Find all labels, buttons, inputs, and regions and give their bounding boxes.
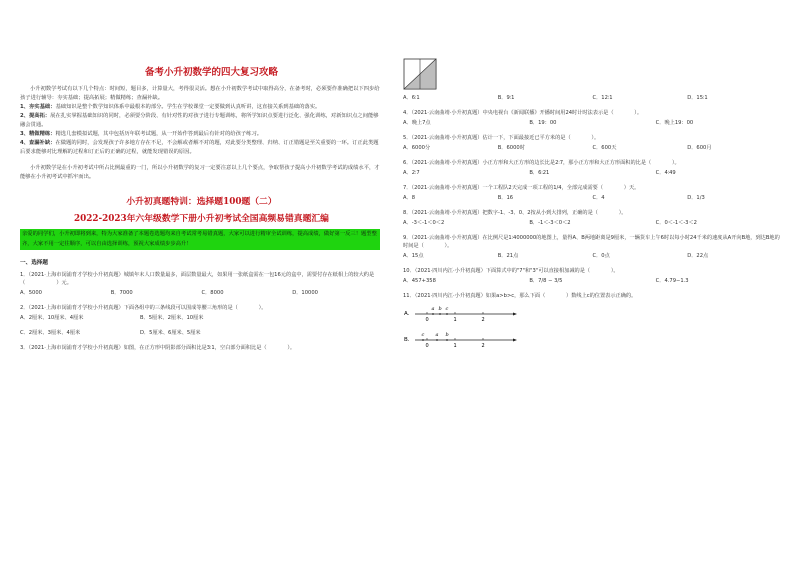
question-3: 3．（2021·上海市闵浦育才学校小升初真题）如图，在正方形中阴影部分面积比是3∶1，空白部分面积比是（ ）。 (20, 345, 296, 352)
compilation-title: 2022-2023年六年级数学下册小升初考试全国高频易错真题汇编 (74, 214, 329, 224)
option[interactable]: D．22点 (687, 253, 709, 259)
option[interactable]: D．600月 (687, 145, 712, 151)
question-5-options (403, 144, 782, 151)
option[interactable]: A．2厘米、10厘米、4厘米 (20, 315, 84, 322)
option[interactable]: A．8 (403, 195, 416, 201)
closing-paragraph: 小升初数学是在小升初考试中所占比例最重的一门，所以小升初数学的复习一定要注意以上几个要点，争取帮孩子提高小升初数学考试的成绩水平，才能够在小升初考试中抓牢而出。 (20, 165, 380, 180)
option[interactable]: A．-3＜-1＜0＜2 (403, 220, 445, 226)
question-4: 4．（2021·云南曲靖·小升初真题）中央电视台《新闻联播》开播时间用24时计时法表示是（ ）。 (403, 110, 643, 116)
question-1: 1．（2021·上海市闵浦育才学校小升初真题）城镇年末人口数量最多，面层数量最大，如果用一张纸盒需在一包16元的盒中，需要付存在纸相上的较大约是（ ）元。 (20, 272, 375, 287)
option[interactable]: A．6000分 (403, 145, 431, 151)
point-3 (20, 130, 383, 139)
number-line-b (403, 328, 523, 350)
numline-a-label: c (445, 306, 449, 312)
numline-a-label: a (431, 306, 435, 312)
question-7: 7．（2021·云南曲靖·小升初真题）一个工程队2天完成一项工程的1/4，全部完成需要（ ）天。 (403, 185, 640, 191)
numline-a-tick: 0 (425, 317, 429, 323)
option-letter-b[interactable]: B． (404, 337, 414, 343)
option[interactable]: B．7/8 − 3/5 (529, 278, 563, 284)
point-2 (20, 112, 383, 130)
question-4-options (403, 119, 782, 126)
numline-a-tick: 1 (453, 317, 457, 323)
option[interactable]: A．晚上7点 (403, 120, 431, 126)
section-heading: 一、选择题 (20, 260, 48, 267)
numline-a-tick: 2 (481, 317, 485, 323)
option[interactable]: C．8000 (201, 290, 224, 297)
notice-highlight: 亲爱的同学们，小升初即将到来，特为大家准备了本题卷选题均来自考试常考易错真题，大家可以进行精审全试训练，提高成绩，做好第一反三！题型整齐，大家不用一定往顺序，可以自由选择训练，预祝大家成绩步步高升！ (20, 229, 380, 250)
option[interactable]: C．2厘米、3厘米、4厘米 (20, 330, 81, 337)
numline-b-label: b (445, 332, 449, 338)
numline-a-label: b (438, 306, 442, 312)
question-6: 6．（2021·云南曲靖·小升初真题）小正方形和大正方形的边长比是2∶7，那小正方形和大正方形面积的比是（ ）。 (403, 160, 680, 166)
question-2-options-row1 (20, 314, 383, 321)
option[interactable]: C．600天 (592, 145, 617, 151)
special-training-subtitle: 小升初真题特训：选择题100题（二） (126, 197, 277, 207)
numline-b-label: c (421, 332, 425, 338)
option[interactable]: D．5厘米、6厘米、5厘米 (140, 330, 201, 337)
option[interactable]: A．457+358 (403, 278, 436, 284)
question-6-options (403, 169, 782, 176)
option[interactable]: B．-1＜-3＜0＜2 (529, 220, 571, 226)
option[interactable]: A．5000 (20, 290, 42, 297)
option[interactable]: B．19：00 (529, 120, 557, 126)
option-letter-a[interactable]: A． (404, 311, 414, 317)
option[interactable]: B．6∶21 (529, 170, 550, 176)
question-9-options (403, 252, 782, 259)
point-1-text: 基础知识是整个数学知识体系中最根本的部分。学生在学校课堂一定要做到认真听讲，这直接关系到基础的落实。 (55, 104, 321, 110)
option[interactable]: B．5厘米、2厘米、10厘米 (140, 315, 204, 322)
number-line-a (403, 302, 523, 324)
option[interactable]: B．7000 (110, 290, 133, 297)
question-9: 9．（2021·云南曲靖·小升初真题）在比例尺是1∶4000000的地图上，量得A、B两地距离是9厘米，一辆货车上午6时以每小时24千米的速度从A开向B地，到达B地的时间是（ ）。 (403, 235, 780, 249)
question-11: 11．（2021·四川内江·小升初真题）如果a>b>c，那么下面（ ）数线上c的位置表示正确的。 (403, 293, 637, 299)
intro-paragraph: 小升初数学考试有以下几个特点：时间短，题目多，计算量大，考得很灵活。想在小升初数学考试中取得高分，在备考时，必须要作准确把以下四步给孩子进行辅导：夯实基础；提高拓展；精做精练；查漏补缺。 (20, 86, 380, 101)
option[interactable]: D．1/3 (687, 195, 705, 201)
article-title: 备考小升初数学的四大复习攻略 (144, 67, 278, 78)
point-3-head: 3、精做精练： (20, 131, 56, 137)
option[interactable]: A．15点 (403, 253, 424, 259)
question-2: 2．（2021·上海市闵浦育才学校小升初真题）下面各组中的三条线段可以围成等腰三角形的是（ ）。 (20, 305, 267, 312)
option[interactable]: D．10000 (292, 290, 318, 297)
option[interactable]: A．6∶1 (403, 95, 420, 101)
numline-b-tick: 2 (481, 343, 485, 349)
point-1-head: 1、夯实基础： (20, 104, 56, 110)
question-7-options (403, 194, 782, 201)
question-1-options (20, 289, 383, 296)
numline-b-label: a (435, 332, 439, 338)
question-3-options (403, 94, 782, 101)
option[interactable]: B．9∶1 (497, 95, 515, 101)
question-10: 10．（2021·四川内江·小升初真题）下面算式中的"7"和"3"可以直接相加减的是（ ）。 (403, 268, 619, 274)
question-10-options (403, 277, 782, 284)
option[interactable]: D．15∶1 (687, 95, 708, 101)
option[interactable]: C．4.79−1.3 (655, 278, 689, 284)
question-5: 5．（2021·云南曲靖·小升初真题）估计一下，下面最接近已平方米的是（ ）。 (403, 135, 600, 141)
point-4 (20, 139, 383, 157)
option[interactable]: C．4∶49 (655, 170, 676, 176)
point-4-head: 4、查漏补缺： (20, 140, 56, 146)
point-1 (20, 103, 383, 112)
question-8-options (403, 219, 782, 226)
option[interactable]: C．0点 (592, 253, 610, 259)
option[interactable]: A．2∶7 (403, 170, 420, 176)
square-shading-figure (403, 58, 437, 90)
option[interactable]: B．21点 (497, 253, 519, 259)
point-3-text: 精选几套模拟试题，其中包括历年联考试题，从一开始作答到最后有针对的给孩子练习。 (55, 131, 263, 137)
option[interactable]: C．4 (592, 195, 605, 201)
question-2-options-row2 (20, 329, 383, 336)
numline-b-tick: 1 (453, 343, 457, 349)
numline-b-tick: 0 (425, 343, 429, 349)
question-8: 8．（2021·云南曲靖·小升初真题）把数字-1、-3、0、2按从小到大排列，正确的是（ ）。 (403, 210, 627, 216)
option[interactable]: C．12∶1 (592, 95, 613, 101)
point-2-text: 展在扎实掌握基础知识的同时，必须要分阶段、有针对性的对孩子进行专题训练，将所学知识点要进行泛化、强化训练，对新知识点之间能够融会贯通。 (20, 113, 379, 128)
option[interactable]: B．6000时 (497, 145, 525, 151)
option[interactable]: C．晚上19：00 (655, 120, 694, 126)
point-4-text: 在做题的同时，会发现孩子许多地方存在不足，不会解或者解不对的题，对此要分类整理、归纳、订正错题是至关重要的一环。订正此类题后要求能够对比理解的过程和订正后的正确的过程，就能发现错误的原因。 (20, 140, 379, 155)
right-page (397, 0, 794, 562)
point-2-head: 2、提高拓： (20, 113, 51, 119)
option[interactable]: C．0＜-1＜-3＜2 (655, 220, 697, 226)
option[interactable]: B．16 (497, 195, 514, 201)
